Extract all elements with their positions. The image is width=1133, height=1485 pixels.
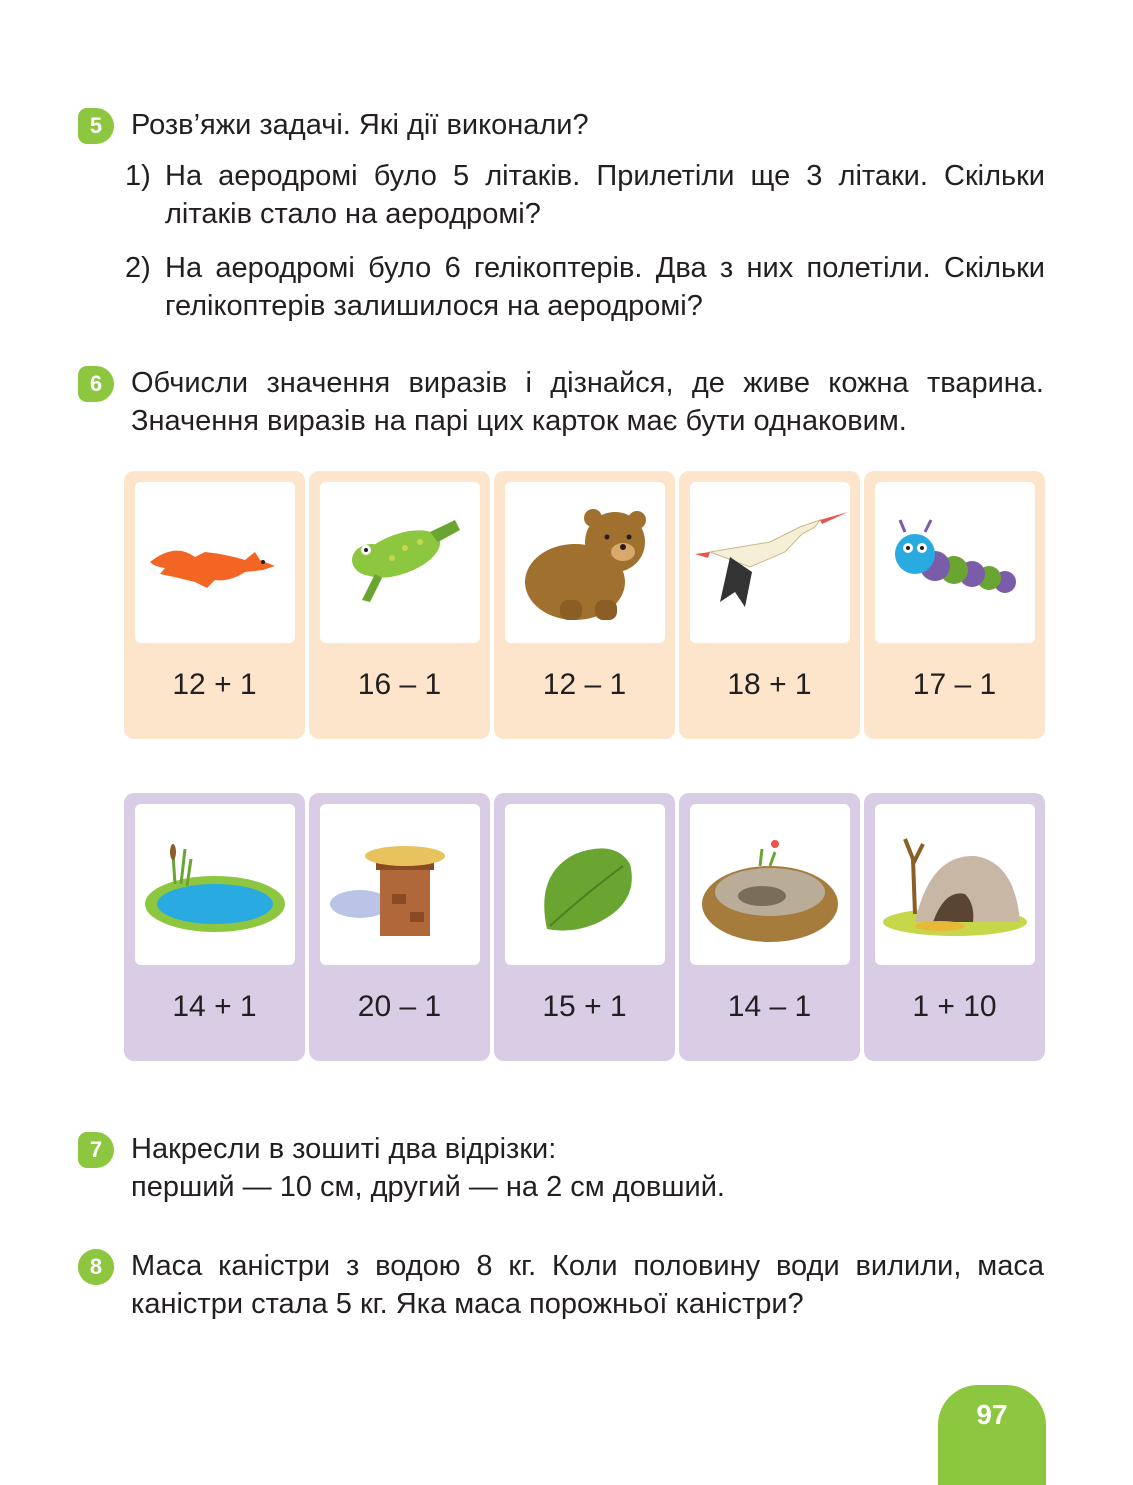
home-cards-row <box>124 793 1044 1061</box>
expression: 15 + 1 <box>542 990 627 1023</box>
animal-card <box>679 471 860 739</box>
problem-text: На аеродромі було 5 літаків. Прилетіли ще 3 літаки. Скільки літаків стало на аеродромі? <box>165 160 1045 230</box>
pond-icon <box>135 804 295 965</box>
nest-on-chimney-icon <box>320 804 480 965</box>
problem-2 <box>125 249 1045 325</box>
expression: 14 – 1 <box>727 990 812 1023</box>
task-number-badge: 5 <box>78 108 114 144</box>
fox-icon <box>135 482 295 643</box>
caterpillar-icon <box>875 482 1035 643</box>
task-number-badge: 6 <box>78 366 114 402</box>
expression: 20 – 1 <box>357 990 442 1023</box>
task-text: Обчисли значення виразів і дізнайся, де живе кожна тварина. Значення виразів на парі цих карток має бути однаковим. <box>131 367 1044 437</box>
page-number: 97 <box>938 1385 1046 1485</box>
task-8 <box>78 1247 1044 1323</box>
expression: 14 + 1 <box>172 990 257 1023</box>
animal-card <box>309 471 490 739</box>
task-text: Розв’яжи задачі. Які дії виконали? <box>131 109 589 141</box>
animal-card <box>124 471 305 739</box>
home-card <box>309 793 490 1061</box>
expression: 12 + 1 <box>172 668 257 701</box>
expression: 17 – 1 <box>912 668 997 701</box>
expression: 16 – 1 <box>357 668 442 701</box>
task-6 <box>78 364 1044 440</box>
task-7 <box>78 1130 1044 1206</box>
home-card <box>494 793 675 1061</box>
task-number-badge: 7 <box>78 1132 114 1168</box>
burrow-icon <box>690 804 850 965</box>
task-text: Маса каністри з водою 8 кг. Коли половину води вилили, маса каністри стала 5 кг. Яка маса порожньої каністри? <box>131 1250 1044 1320</box>
home-card <box>679 793 860 1061</box>
expression: 18 + 1 <box>727 668 812 701</box>
task-text-line-1: Накресли в зошиті два відрізки: <box>131 1133 557 1165</box>
problem-number: 1) <box>125 160 151 192</box>
task-5 <box>78 106 1044 144</box>
animal-cards-row <box>124 471 1044 739</box>
animal-card <box>494 471 675 739</box>
problem-number: 2) <box>125 252 151 284</box>
task-number-badge: 8 <box>78 1249 114 1285</box>
expression: 1 + 10 <box>912 990 997 1023</box>
expression: 12 – 1 <box>542 668 627 701</box>
problem-1 <box>125 157 1045 233</box>
leaf-icon <box>505 804 665 965</box>
animal-card <box>864 471 1045 739</box>
home-card <box>124 793 305 1061</box>
home-card <box>864 793 1045 1061</box>
task-text-line-2: перший — 10 см, другий — на 2 см довший. <box>131 1171 725 1203</box>
bear-cub-icon <box>505 482 665 643</box>
frog-icon <box>320 482 480 643</box>
problem-text: На аеродромі було 6 гелікоптерів. Два з них полетіли. Скільки гелікоптерів залишилося на аеродромі? <box>165 252 1045 322</box>
stork-icon <box>690 482 850 643</box>
den-icon <box>875 804 1035 965</box>
